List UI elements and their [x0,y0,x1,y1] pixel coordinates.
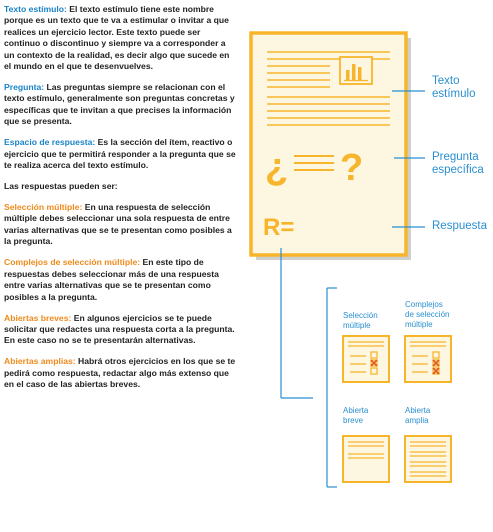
label-pregunta-line-2: específica [432,164,484,176]
card-label-line-2: breve [343,416,364,425]
description: En algunos ejercicios se te puede solicitar que redactes una respuesta corta a la pregunta. En este caso no se te presentarán alternativas. [4,312,235,346]
card-seleccion-multiple [343,311,389,382]
card-complejos [405,300,451,382]
card-label-line-2: de selección [405,310,450,319]
term: Pregunta: [4,82,45,93]
close-question-mark: ? [340,147,364,189]
card-label-line-1: Complejos [405,300,443,309]
label-pregunta-line-1: Pregunta [432,151,479,163]
description: Es la sección del ítem, reactivo o ejercicio que te permitirá responder a la pregunta que se te realiza acerca del texto estímulo. [4,137,236,171]
card-page [343,436,389,482]
term: Abiertas breves: [4,312,72,323]
open-question-mark: ¿ [265,146,289,188]
card-label-line-1: Selección [343,311,378,320]
term: Complejos de selección múltiple: [4,257,141,268]
main-document [251,33,411,260]
term: Espacio de respuesta: [4,137,96,148]
label-texto-line-1: Texto [432,75,460,87]
bar-chart-icon [340,57,372,84]
description: Las preguntas siempre se relacionan con el texto estímulo, generalmente son preguntas concretas y específicas que te invitan a que precises la información que se presenta. [4,82,235,127]
card-label-line-1: Abierta [405,406,431,415]
description: En una respuesta de selección múltiple debes seleccionar una sola respuesta de entre varias alternativas que se te presentan como posibles a la pregunta. [4,202,232,247]
term: Texto estímulo: [4,4,67,14]
answer-glyph: R= [263,214,295,241]
card-page [405,436,451,482]
description: El texto estímulo tiene este nombre porque es un texto que te va a estimular o invitar a que realices un ejercicio lector. Este texto puede ser continuo o discontinuo y siempre va a corresponder a un contexto de la realidad, es decir algo que sucede en el mundo en el que te desenvuelves. [4,4,230,72]
term: Abiertas amplias: [4,356,76,367]
answer-bracket [281,248,337,487]
description: Las respuestas pueden ser: [4,181,118,192]
card-label-line-2: múltiple [343,321,371,330]
label-respuesta: Respuesta [432,220,487,232]
card-abierta-breve [343,406,389,482]
description: Habrá otros ejercicios en los que se te pedirá como respuesta, redactar algo más extenso que en el caso de las abiertas breves. [4,356,236,390]
card-page [405,336,451,382]
term: Selección múltiple: [4,202,83,213]
card-label-line-1: Abierta [343,406,369,415]
card-page [343,336,389,382]
description: En este tipo de respuestas debes seleccionar más de una respuesta entre varias alternativas que se te presentan como posibles a la pregunta. [4,257,219,302]
card-label-line-3: múltiple [405,320,433,329]
label-texto-line-2: estímulo [432,88,476,100]
card-label-line-2: amplia [405,416,429,425]
card-abierta-amplia [405,406,451,482]
